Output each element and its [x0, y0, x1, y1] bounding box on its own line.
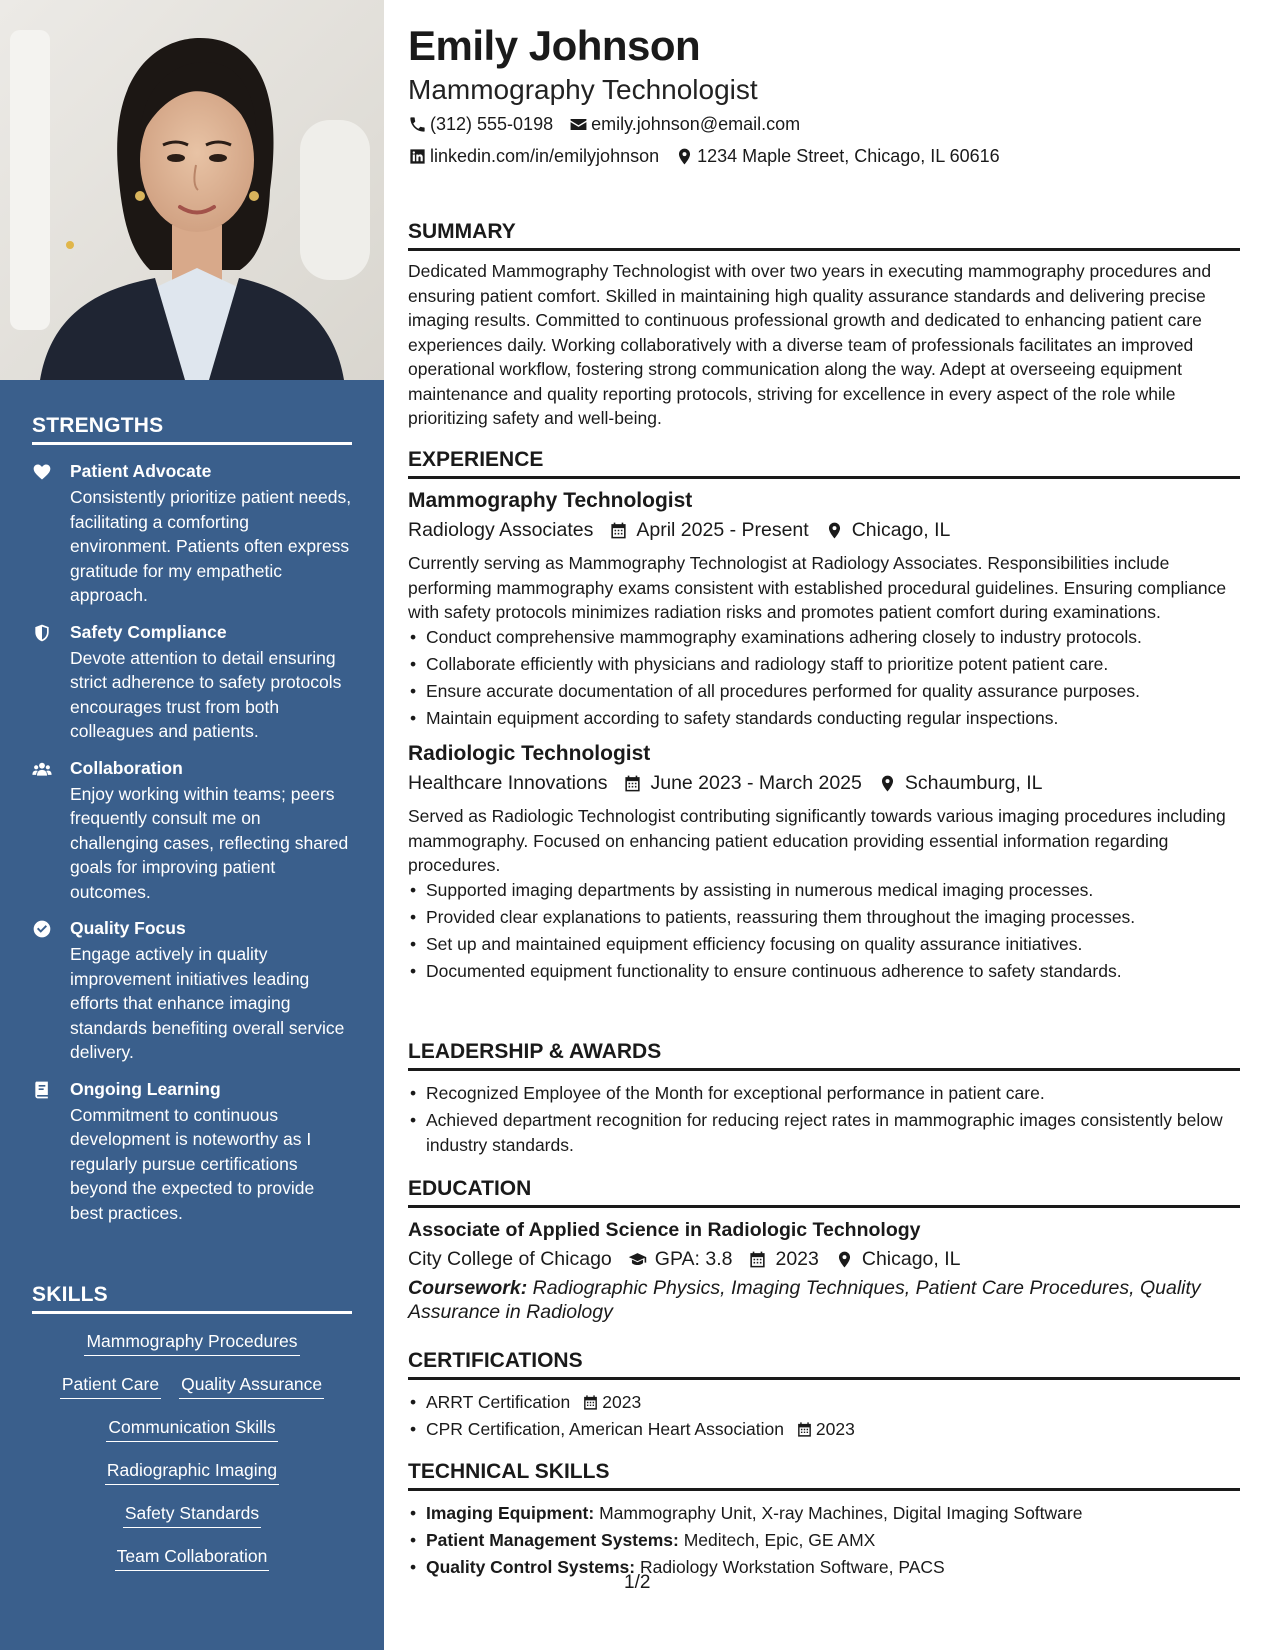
list-item: • Achieved department recognition for reducing reject rates in mammographic images consistently below industry standards.	[408, 1108, 1240, 1157]
strength-title: Quality Focus	[70, 918, 186, 938]
calendar-icon	[623, 774, 642, 793]
technical-skills-section	[408, 1460, 1240, 1582]
skill-tag: Quality Assurance	[179, 1373, 324, 1399]
list-item	[408, 1555, 1240, 1580]
list-item: • Provided clear explanations to patients, reassuring them throughout the imaging processes.	[408, 905, 1240, 930]
map-pin-icon	[825, 521, 844, 540]
certifications-list	[408, 1390, 1240, 1442]
candidate-name: Emily Johnson	[408, 22, 701, 69]
linkedin-link[interactable]: linkedin.com/in/emilyjohnson	[430, 146, 660, 166]
coursework-text: Radiographic Physics, Imaging Techniques, Patient Care Procedures, Quality Assurance in Radiology	[408, 1277, 1201, 1323]
address-text: 1234 Maple Street, Chicago, IL 60616	[697, 146, 1000, 166]
list-item	[408, 1417, 1240, 1442]
skills-list	[32, 1330, 352, 1588]
strength-desc: Enjoy working within teams; peers frequently consult me on challenging cases, reflecting shared goals for improving patient outcomes.	[70, 783, 349, 902]
tech-label: Quality Control Systems:	[426, 1557, 636, 1577]
tech-value: Mammography Unit, X-ray Machines, Digital Imaging Software	[599, 1503, 1083, 1523]
summary-section	[408, 220, 1240, 431]
tech-label: Imaging Equipment:	[426, 1503, 595, 1523]
job-location: Chicago, IL	[851, 519, 951, 541]
cert-name: • CPR Certification, American Heart Association	[426, 1419, 784, 1439]
job-dates: April 2025 - Present	[636, 519, 809, 541]
linkedin-icon	[408, 147, 427, 166]
job-description: Currently serving as Mammography Technologist at Radiology Associates. Responsibilities include performing mammography exams consistent with established procedural guidelines. Ensuring compliance with safety protocols minimizes radiation risks and promotes patient comfort during examinations.	[408, 553, 1227, 622]
cert-year: 2023	[815, 1419, 855, 1439]
list-item: • Ensure accurate documentation of all procedures performed for quality assurance purposes.	[408, 679, 1240, 704]
section-heading: EXPERIENCE	[408, 448, 1240, 479]
section-heading: LEADERSHIP & AWARDS	[408, 1040, 1240, 1071]
check-circle-icon	[32, 917, 70, 1065]
strengths-heading: STRENGTHS	[32, 414, 352, 445]
list-item	[408, 1528, 1240, 1553]
calendar-icon	[796, 1421, 813, 1438]
job-description: Served as Radiologic Technologist contributing significantly towards various imaging procedures including mammography. Focused on enhancing patient education providing essential information regarding procedures.	[408, 806, 1226, 875]
calendar-icon	[748, 1250, 767, 1269]
strength-item	[32, 757, 352, 905]
calendar-icon	[609, 521, 628, 540]
contact-row	[408, 114, 800, 135]
certifications-section	[408, 1349, 1240, 1444]
summary-text: Dedicated Mammography Technologist with over two years in executing mammography procedures and ensuring patient comfort. Skilled in maintaining high quality assurance standards and delivering precise imaging results. Committed to continuous professional growth and dedicated to enhancing patient care experiences daily. Working collaboratively with a diverse team of professionals facilitates an improved operational workflow, fostering strong communication along the way. Adept at overseeing equipment maintenance and quality reporting protocols, striving for excellence in every aspect of the role while prioritizing safety and well-being.	[408, 261, 1212, 428]
school-location: Chicago, IL	[861, 1248, 961, 1270]
strength-desc: Commitment to continuous development is noteworthy as I regularly pursue certifications beyond the expected to provide best practices.	[70, 1104, 315, 1223]
job-meta	[408, 768, 1240, 798]
section-heading: TECHNICAL SKILLS	[408, 1460, 1240, 1491]
technical-skills-list	[408, 1501, 1240, 1580]
strength-item	[32, 621, 352, 744]
job-bullets	[408, 878, 1240, 984]
strength-title: Patient Advocate	[70, 461, 212, 481]
job-dates: June 2023 - March 2025	[650, 772, 862, 794]
list-item: • Maintain equipment according to safety standards conducting regular inspections.	[408, 706, 1240, 731]
skill-tag: Communication Skills	[106, 1416, 277, 1442]
tech-label: Patient Management Systems:	[426, 1530, 679, 1550]
coursework	[408, 1276, 1240, 1324]
phone-icon	[408, 115, 427, 134]
section-heading: CERTIFICATIONS	[408, 1349, 1240, 1380]
list-item	[408, 1390, 1240, 1415]
list-item: • Collaborate efficiently with physicians and radiology staff to prioritize potent patient care.	[408, 652, 1240, 677]
list-item: • Supported imaging departments by assisting in numerous medical imaging processes.	[408, 878, 1240, 903]
email-link[interactable]: emily.johnson@email.com	[591, 114, 801, 134]
page-number: 1/2	[624, 1572, 651, 1593]
heart-icon	[32, 460, 70, 608]
calendar-icon	[582, 1394, 599, 1411]
strength-item	[32, 460, 352, 608]
skills-heading: SKILLS	[32, 1283, 352, 1314]
skill-tag: Mammography Procedures	[84, 1330, 299, 1356]
degree-title: Associate of Applied Science in Radiologic Technology	[408, 1219, 921, 1241]
skill-tag: Radiographic Imaging	[105, 1459, 279, 1485]
list-item: • Set up and maintained equipment efficiency focusing on quality assurance initiatives.	[408, 932, 1240, 957]
cert-name: • ARRT Certification	[426, 1392, 571, 1412]
job-entry	[408, 740, 1240, 983]
list-item: • Documented equipment functionality to ensure continuous adherence to safety standards.	[408, 959, 1240, 984]
job-location: Schaumburg, IL	[904, 772, 1043, 794]
strength-title: Safety Compliance	[70, 621, 227, 642]
graduation-year: 2023	[775, 1248, 819, 1270]
phone-text[interactable]: (312) 555-0198	[430, 114, 554, 134]
strength-desc: Engage actively in quality improvement initiatives leading efforts that enhance imaging standards benefiting overall service delivery.	[70, 944, 345, 1062]
map-pin-icon	[835, 1250, 854, 1269]
contact-row	[408, 146, 1000, 167]
candidate-role: Mammography Technologist	[408, 74, 758, 105]
coursework-label: Coursework:	[408, 1277, 528, 1299]
strength-title: Ongoing Learning	[70, 1078, 221, 1099]
strength-item	[32, 917, 352, 1065]
envelope-icon	[569, 115, 588, 134]
job-meta	[408, 515, 1240, 545]
list-item	[408, 1501, 1240, 1526]
tech-value: Meditech, Epic, GE AMX	[683, 1530, 876, 1550]
education-meta	[408, 1244, 1240, 1274]
school-name: City College of Chicago	[408, 1248, 612, 1270]
job-entry	[408, 487, 1240, 730]
graduation-cap-icon	[628, 1250, 647, 1269]
job-title: Radiologic Technologist	[408, 742, 651, 765]
strength-item	[32, 1078, 352, 1226]
strength-desc: Consistently prioritize patient needs, facilitating a comforting environment. Patients often express gratitude for my empathetic approach.	[70, 487, 352, 605]
skill-tag: Safety Standards	[123, 1502, 261, 1528]
job-bullets	[408, 625, 1240, 731]
education-section	[408, 1177, 1240, 1324]
skill-tag: Patient Care	[60, 1373, 161, 1399]
job-title: Mammography Technologist	[408, 489, 693, 512]
list-item: • Recognized Employee of the Month for exceptional performance in patient care.	[408, 1081, 1240, 1106]
map-pin-icon	[878, 774, 897, 793]
awards-list	[408, 1081, 1240, 1157]
experience-section	[408, 448, 1240, 986]
skill-tag: Team Collaboration	[115, 1545, 270, 1571]
shield-icon	[32, 621, 70, 744]
strengths-list	[32, 460, 352, 1238]
section-heading: EDUCATION	[408, 1177, 1240, 1208]
cert-year: 2023	[602, 1392, 642, 1412]
strength-desc: Devote attention to detail ensuring strict adherence to safety protocols encourages trust from both colleagues and patients.	[70, 647, 342, 741]
sidebar	[0, 0, 384, 1650]
tech-value: Radiology Workstation Software, PACS	[639, 1557, 945, 1577]
leadership-section	[408, 1040, 1240, 1160]
profile-photo	[0, 0, 384, 380]
map-pin-icon	[675, 147, 694, 166]
users-icon	[32, 757, 70, 905]
book-icon	[32, 1078, 70, 1226]
list-item: • Conduct comprehensive mammography examinations adhering closely to industry protocols.	[408, 625, 1240, 650]
gpa-text: GPA: 3.8	[654, 1248, 733, 1270]
company-name: Radiology Associates	[408, 519, 594, 541]
section-heading: SUMMARY	[408, 220, 1240, 251]
company-name: Healthcare Innovations	[408, 772, 608, 794]
strength-title: Collaboration	[70, 757, 183, 778]
